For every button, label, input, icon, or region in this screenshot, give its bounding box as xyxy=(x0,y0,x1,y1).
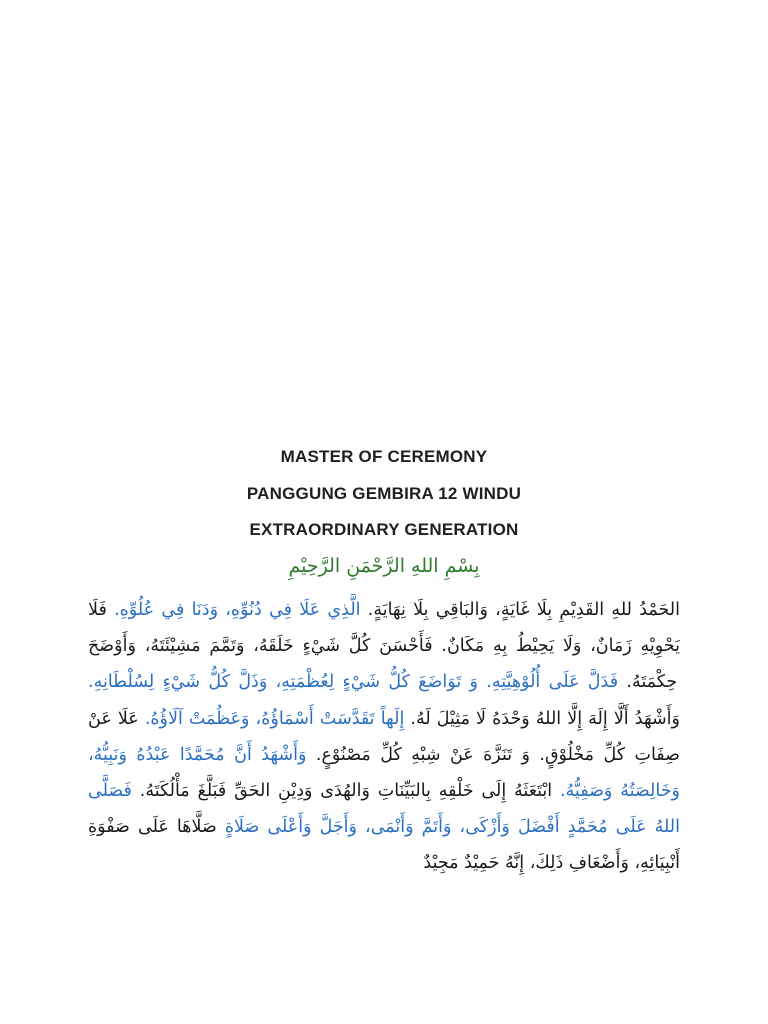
title-line-1: MASTER OF CEREMONY xyxy=(280,447,488,466)
body-segment: الَّذِي عَلَا فِي دُنُوِّهِ، وَدَنَا فِي عُلُوِّهِ. xyxy=(106,600,361,620)
title-block xyxy=(0,444,768,554)
body-segment: عَلَا عَنْ صِفَاتِ كُلِّ مَخْلُوْقٍ. وَ تَنَزَّهَ عَنْ شِبْهِ كُلِّ مَصْنُوْعٍ. xyxy=(88,708,680,765)
basmalah: بِسْمِ اللهِ الرَّحْمَنِ الرَّحِيْمِ xyxy=(288,555,480,577)
body-segment: وَأَشْهَدُ أَلَّا إِلَهَ إِلَّا اللهُ وَحْدَهُ لَا مَثِيْلَ لَهُ. xyxy=(404,708,680,729)
body-segment: صَلَّاهَا عَلَى صَفْوَةِ أَنْبِيَائِهِ، وَأَضْعَافِ ذَلِكَ، إِنَّهُ حَمِيْدٌ مَجِيْدٌ xyxy=(88,817,680,874)
body-segment: فَصَلَّى اللهُ عَلَى مُحَمَّدٍ أَفْضَلَ وَأَزْكَى، وَأَتَمَّ وَأَنْمَى، وَأَجَلَّ وَأَعْلَى صَلَاةٍ xyxy=(88,781,681,838)
body-segment: ابْتَعَثَهُ إِلَى خَلْقِهِ بِالبَيِّنَاتِ وَالهُدَى وَدِيْنِ الحَقِّ فَبَلَّغَ مَأْلُكَتَهُ. xyxy=(131,781,553,802)
body-segment: إِلَهاً تَقَدَّسَتْ أَسْمَاؤُهُ، وَعَظُمَتْ آلَاؤُهُ. xyxy=(138,708,405,729)
body-segment: الحَمْدُ للهِ القَدِيْمِ بِلَا غَايَةٍ، وَالبَاقِي بِلَا نِهَايَةٍ. xyxy=(360,600,680,620)
title-line-3: EXTRAORDINARY GENERATION xyxy=(249,520,519,539)
arabic-body-text xyxy=(88,592,680,882)
title-line-2: PANGGUNG GEMBIRA 12 WINDU xyxy=(246,483,522,503)
body-segment: فَدَلَّ عَلَى أُلُوْهِيَّتِهِ. وَ تَوَاضَعَ كُلُّ شَيْءٍ لِعُظْمَتِهِ، وَذَلَّ كُلُّ شَيْءٍ لِسُلْطَانِهِ. xyxy=(88,672,619,693)
body-segment: فَلَا يَحْوِيْهِ زَمَانٌ، وَلَا يَحِيْطُ بِهِ مَكَانٌ. فَأَحْسَنَ كُلَّ شَيْءٍ خَلَقَهُ، وَتَمَّمَ مَشِيْئَتَهُ، وَأَوْضَحَ حِكْمَتَهُ. xyxy=(88,600,680,693)
body-segment: وَأَشْهَدُ أَنَّ مُحَمَّدًا عَبْدُهُ وَنَبِيُّهُ، وَخَالِصَتُهُ وَصَفِيُّهُ. xyxy=(88,744,680,802)
